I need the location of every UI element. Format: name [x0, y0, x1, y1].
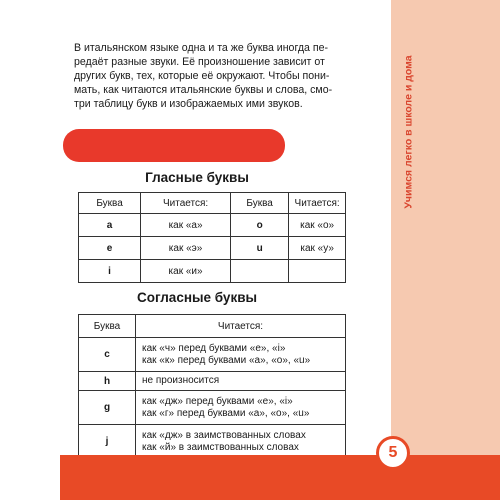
vowel-reading: как «э» — [141, 237, 231, 260]
bottom-bar — [60, 455, 500, 500]
vowels-heading: Гласные буквы — [145, 170, 249, 185]
vowel-letter: o — [231, 214, 289, 237]
intro-line: редаёт разные звуки. Её произношение зависит от — [74, 56, 325, 68]
consonant-letter: c — [79, 338, 136, 372]
intro-line: три таблицу букв и изображаемых ими звуков. — [74, 98, 303, 110]
vowel-reading: как «а» — [141, 214, 231, 237]
reading-line: как «й» в заимствованных словах — [142, 441, 299, 453]
table-row — [79, 260, 346, 283]
intro-line: других букв, тех, которые её окружают. Чтобы пони- — [74, 70, 330, 82]
consonant-reading — [136, 372, 346, 391]
sidebar-title: Учимся легко в школе и дома — [403, 55, 415, 209]
empty-cell — [289, 260, 346, 283]
header-letter: Буква — [231, 193, 289, 214]
table-row — [79, 214, 346, 237]
table-header-row — [79, 193, 346, 214]
reading-line: как «г» перед буквами «a», «o», «u» — [142, 407, 310, 419]
reading-line: как «к» перед буквами «a», «o», «u» — [142, 354, 311, 366]
consonant-letter: g — [79, 391, 136, 425]
vowel-letter: e — [79, 237, 141, 260]
sidebar-title-wrap — [398, 12, 420, 252]
vowel-letter: a — [79, 214, 141, 237]
reading-line: как «дж» перед буквами «e», «i» — [142, 395, 293, 407]
header-reads: Читается: — [136, 315, 346, 338]
vowel-letter: i — [79, 260, 141, 283]
vowel-reading: как «о» — [289, 214, 346, 237]
table-header-row — [79, 315, 346, 338]
consonants-heading: Согласные буквы — [136, 290, 258, 305]
consonant-letter: h — [79, 372, 136, 391]
intro-line: В итальянском языке одна и та же буква иногда пе- — [74, 42, 329, 54]
consonant-reading — [136, 338, 346, 372]
intro-line: мать, как читаются итальянские буквы и слова, смо- — [74, 84, 333, 96]
table-row — [79, 391, 346, 425]
header-letter: Буква — [79, 315, 136, 338]
vowel-reading: как «у» — [289, 237, 346, 260]
intro-paragraph — [74, 41, 370, 111]
table-row — [79, 425, 346, 459]
page-number: 5 — [388, 444, 398, 461]
table-row — [79, 338, 346, 372]
empty-cell — [231, 260, 289, 283]
header-reads: Читается: — [141, 193, 231, 214]
vowel-reading: как «и» — [141, 260, 231, 283]
table-row — [79, 237, 346, 260]
vowel-letter: u — [231, 237, 289, 260]
consonants-table — [78, 314, 346, 459]
red-decorative-bar — [63, 129, 285, 162]
header-reads: Читается: — [289, 193, 346, 214]
vowels-table — [78, 192, 346, 283]
header-letter: Буква — [79, 193, 141, 214]
table-row — [79, 372, 346, 391]
reading-line: как «дж» в заимствованных словах — [142, 429, 306, 441]
reading-line: не произносится — [142, 375, 220, 386]
page-number-badge — [376, 436, 410, 470]
consonant-letter: j — [79, 425, 136, 459]
consonant-reading — [136, 391, 346, 425]
reading-line: как «ч» перед буквами «e», «i» — [142, 342, 286, 354]
consonant-reading — [136, 425, 346, 459]
